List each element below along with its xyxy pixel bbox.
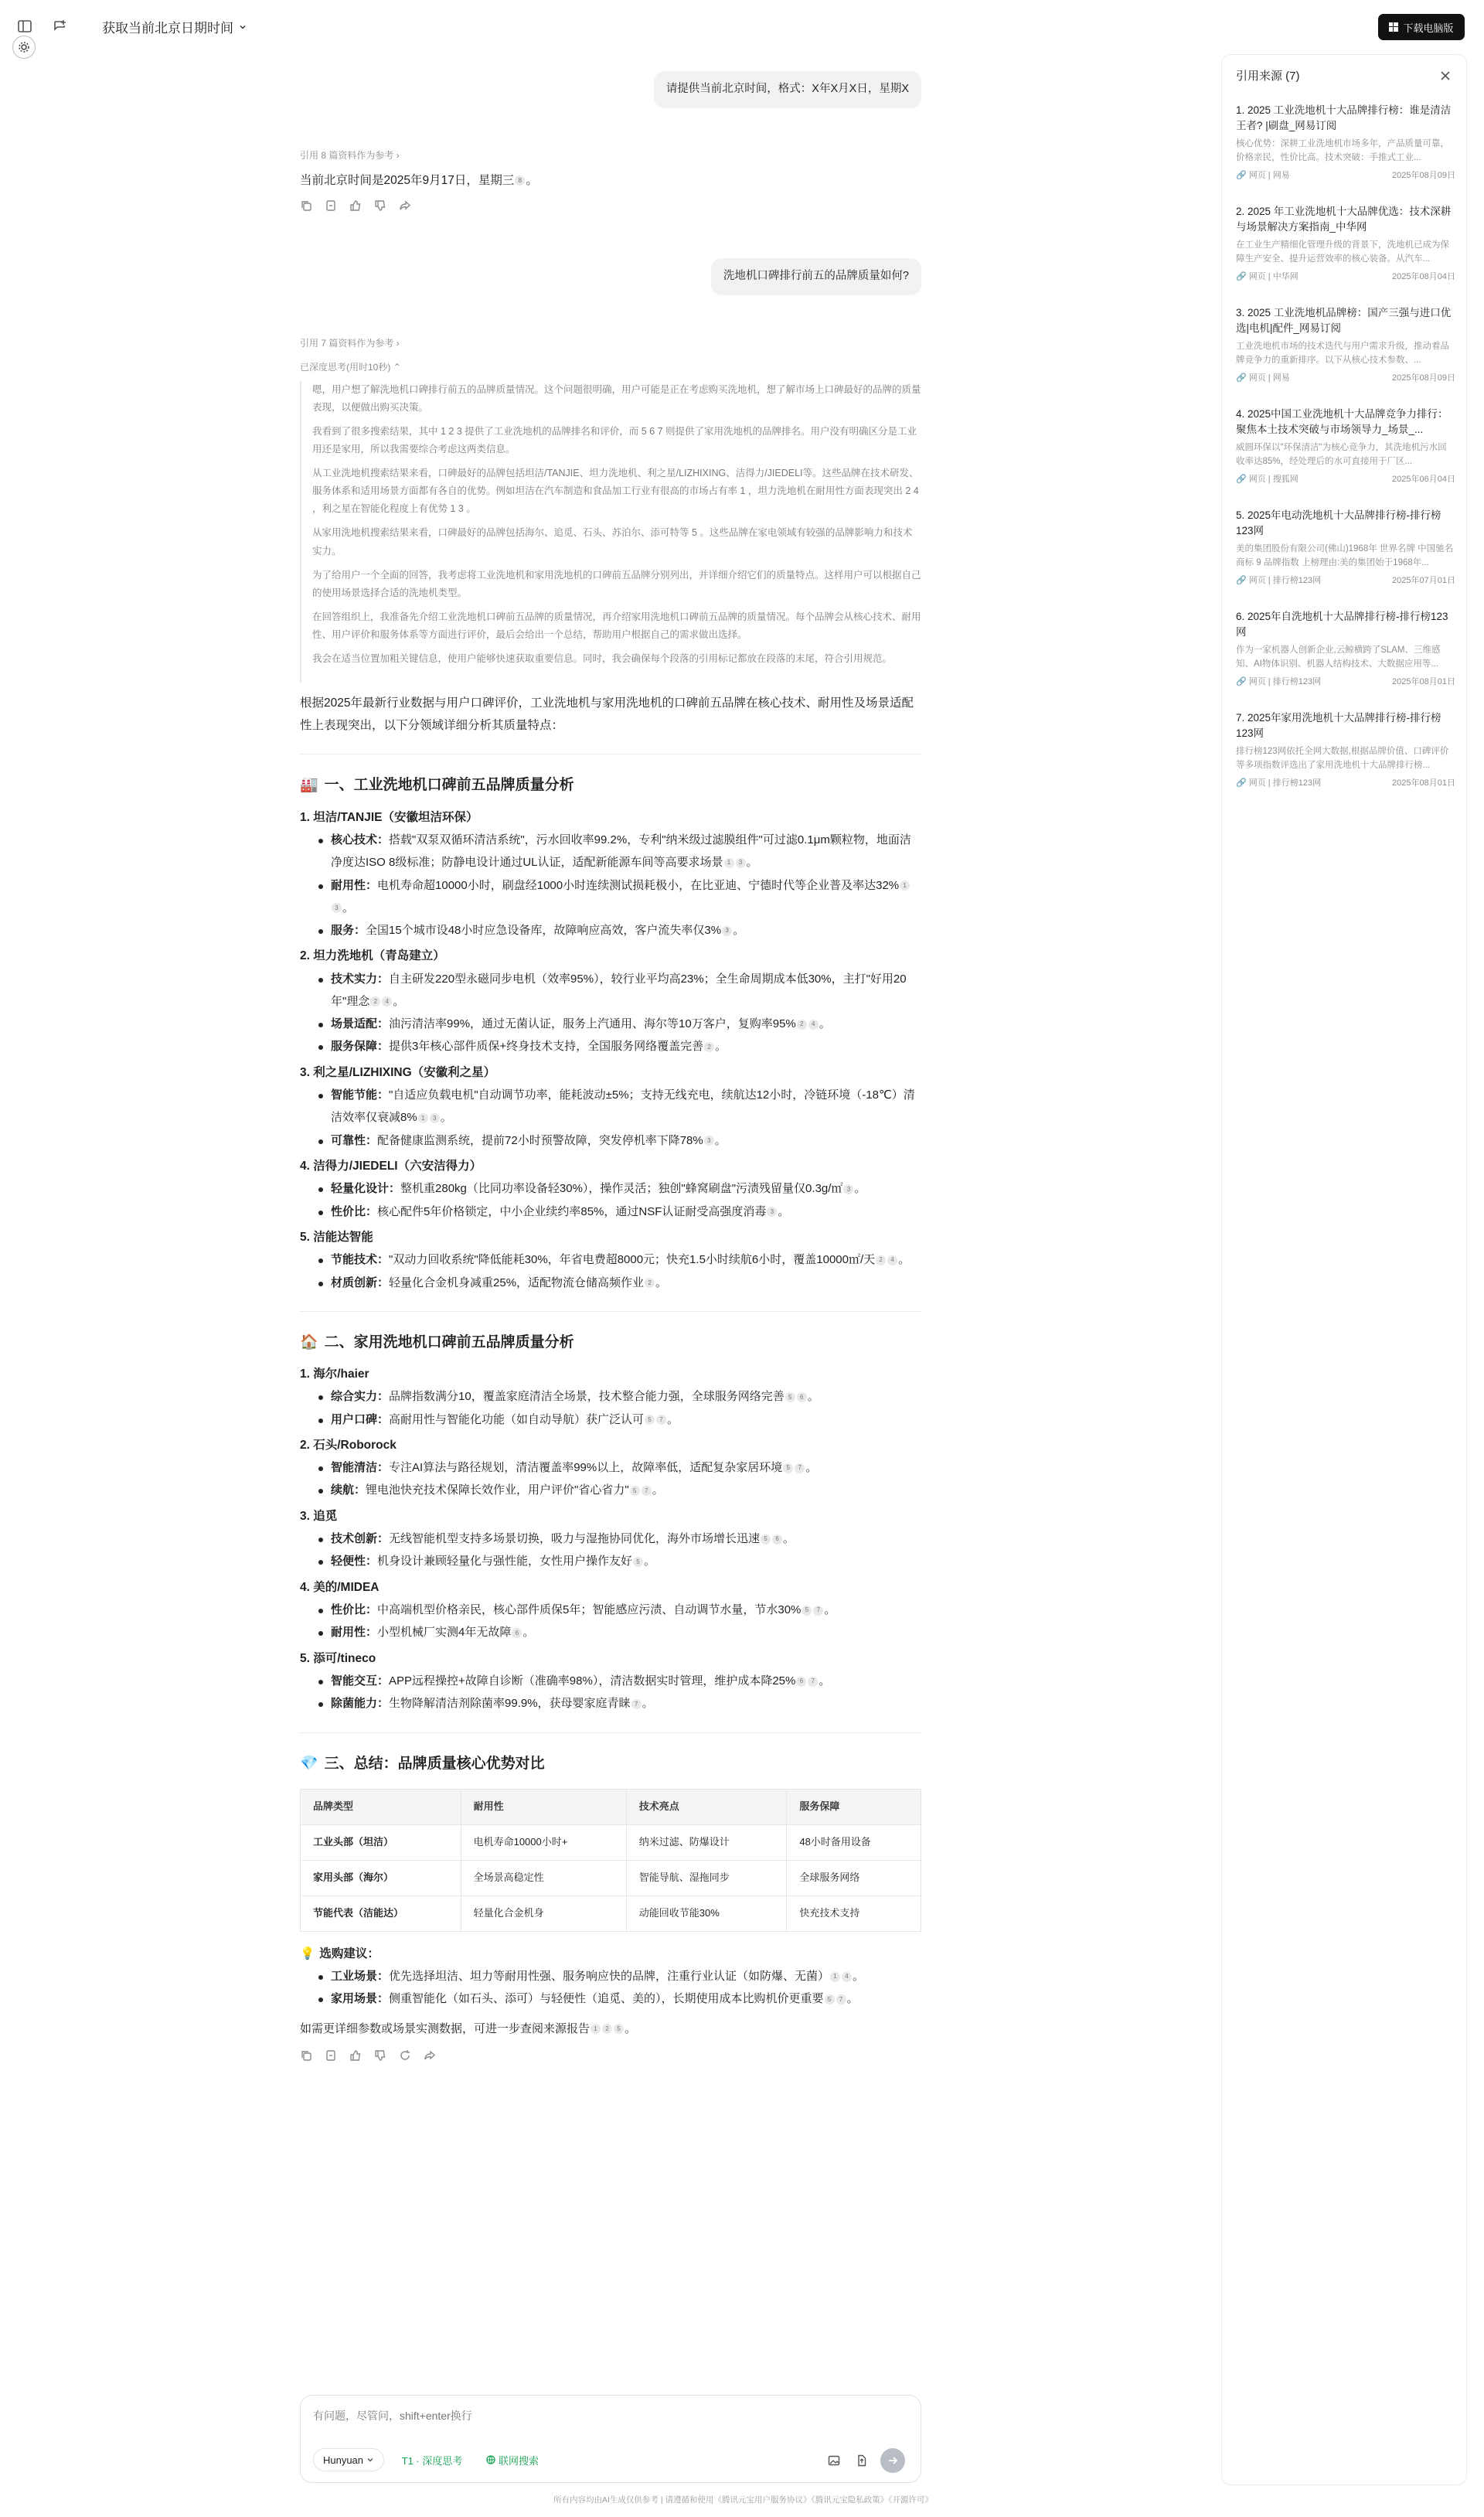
item-key: 耐用性： [331,1626,378,1640]
list-item: 场景适配：油污清洁率99%，通过无菌认证，服务上汽通用、海尔等10万客户，复购率95% 2 4 。 [300,1013,921,1035]
source-snippet: 作为一家机器人创新企业,云鲸横跨了SLAM、三维感知、AI物体识别、机器人结构技术、大数据应用等... [1236,645,1441,669]
table-cell: 轻量化合金机身 [461,1895,626,1931]
source-date: 2025年08月01日 [1392,677,1455,686]
model-selector[interactable] [313,2448,384,2471]
item-value: 搭载"双泵双循环清洁系统"，污水回收率99.2%，专利"纳米级过滤膜组件"可过滤0.1μm颗粒物，地面洁净度达ISO 8级标准；防静电设计通过UL认证，适配新能源车间等高要求场景 [331,833,911,870]
copy-icon[interactable] [300,199,312,212]
brand-heading: 4. 美的/MIDEA [300,1580,380,1594]
citation-badge[interactable]: 5 [630,1486,640,1496]
house-icon: 🏠 [300,1333,318,1350]
item-value: 侧重智能化（如石头、添可）与轻便性（追觅、美的），长期使用成本比购机价更重要 [389,1992,824,2006]
source-origin: 🔗 网页 | 排行榜123网 [1236,778,1322,788]
citation-badge[interactable]: 6 [772,1534,782,1545]
citation-badge[interactable]: 5 [785,1392,795,1402]
citation-badge[interactable]: 3 [843,1184,853,1194]
regenerate-icon[interactable] [399,2049,411,2062]
source-title[interactable]: 1. 2025 工业洗地机十大品牌排行榜：谁是清洁王者? |刷盘_网易订阅 [1236,104,1452,132]
citation-badge[interactable]: 7 [642,1486,652,1496]
list-item: 节能技术："双动力回收系统"降低能耗30%，年省电费超8000元；快充1.5小时续航6小时，覆盖10000㎡/天 2 4 。 [300,1248,921,1271]
list-item: 耐用性：电机寿命超10000小时，刷盘经1000小时连续测试损耗极小，在比亚迪、宁德时代等企业普及率达32% 13 。 [300,874,921,920]
thumbs-down-icon[interactable] [374,199,386,212]
brand-heading: 1. 海尔/haier [300,1367,369,1381]
answer-text-content: 当前北京时间是2025年9月17日，星期三 [300,173,515,187]
citation-badge[interactable]: 4 [382,996,392,1006]
item-value: 品牌指数满分10，覆盖家庭清洁全场景，技术整合能力强，全球服务网络完善 [389,1390,785,1404]
item-key: 综合实力： [331,1390,390,1404]
citation-badge[interactable]: 2 [602,2024,612,2034]
item-key: 续航： [331,1483,366,1497]
item-value: 机身设计兼顾轻量化与强性能，女性用户操作友好 [377,1555,633,1568]
citation-badge[interactable]: 3 [332,903,342,913]
advice-heading [300,1943,921,1965]
lightbulb-icon: 💡 [300,1947,315,1960]
list-item: 续航：锂电池快充技术保障长效作业，用户评价"省心省力" 5 7 。 [300,1479,921,1501]
list-item: 可靠性：配备健康监测系统，提前72小时预警故障，突发停机率下降78% 3 。 [300,1129,921,1152]
item-key: 服务： [331,924,366,937]
citation-badge[interactable]: 1 [900,880,910,891]
table-cell: 电机寿命10000小时+ [461,1824,626,1860]
divider [300,1311,921,1312]
settings-icon[interactable] [12,36,36,59]
answer-text: 当前北京时间是2025年9月17日，星期三 8 。 [300,173,538,187]
citation-badge[interactable]: 5 [614,2024,624,2034]
item-key: 技术创新： [331,1532,390,1546]
source-title[interactable]: 5. 2025年电动洗地机十大品牌排行榜-排行榜123网 [1236,509,1441,537]
list-item: 工业场景：优先选择坦洁、坦力等耐用性强、服务响应快的品牌，注重行业认证（如防爆、无菌） 1 4 。 [300,1965,921,1987]
citation-badge[interactable]: 1 [724,858,734,868]
item-value: 自主研发220型永磁同步电机（效率95%），较行业平均高23%；全生命周期成本低30%，主打"好用20年"理念 [331,972,907,1008]
list-item: 综合实力：品牌指数满分10，覆盖家庭清洁全场景，技术整合能力强，全球服务网络完善 5 6 。 [300,1385,921,1408]
source-meta [1236,270,1455,282]
item-key: 家用场景： [331,1992,390,2006]
assistant-message-1 [300,147,921,212]
citation-badge[interactable]: 4 [887,1255,897,1265]
citation-badge[interactable]: 6 [512,1628,522,1638]
item-value: 核心配件5年价格锁定，中小企业续约率85%，通过NSF认证耐受高强度消毒 [377,1204,767,1218]
citation-badge[interactable]: 5 [825,1994,835,2004]
section-1-title: 一、工业洗地机口碑前五品牌质量分析 [324,777,574,794]
copy-icon[interactable] [300,2049,312,2062]
brand-heading: 5. 添可/tineco [300,1651,376,1665]
section-3-title: 三、总结：品牌质量核心优势对比 [324,1755,545,1772]
source-origin: 🔗 网页 | 排行榜123网 [1236,576,1322,585]
user-message-2: 洗地机口碑排行前五的品牌质量如何? [711,258,921,295]
model-label: Hunyuan [322,2454,364,2466]
item-value: 小型机械厂实测4年无故障 [377,1626,512,1640]
source-snippet: 威圆环保以"环保清洁"为核心竞争力，其洗地机污水回收率达85%，经处理后的水可直接用于厂区... [1236,443,1447,467]
citation-badge[interactable]: 5 [645,1415,655,1425]
source-title[interactable]: 6. 2025年自洗地机十大品牌排行榜-排行榜123网 [1236,611,1448,639]
closing-citations [590,2022,625,2035]
message-actions [300,199,921,212]
image-upload-icon[interactable] [828,2454,840,2467]
citation-badge[interactable]: 5 [783,1463,793,1473]
user-message-1-row [300,71,921,102]
reference-count-text: 引用 7 篇资料作为参考 [300,338,394,349]
source-origin: 🔗 网页 | 中华网 [1236,272,1298,281]
chat-title-text: 获取当前北京日期时间 [102,21,233,36]
brand-heading: 1. 坦洁/TANJIE（安徽坦洁环保） [300,810,478,824]
item-key: 可靠性： [331,1133,378,1147]
citation-badge[interactable]: 5 [802,1606,812,1616]
windows-icon [1389,22,1398,32]
user-message-1: 请提供当前北京时间，格式：X年X月X日，星期X [654,71,921,108]
citation-badge[interactable]: 6 [796,1677,806,1687]
item-key: 技术实力： [331,972,390,986]
table-row [301,1860,921,1895]
list-item: 智能清洁：专注AI算法与路径规划，清洁覆盖率99%以上，故障率低，适配复杂家居环境 5 7 。 [300,1456,921,1479]
citation-badge[interactable]: 2 [876,1255,886,1265]
item-value: 配备健康监测系统，提前72小时预警故障，突发停机率下降78% [377,1133,703,1147]
table-cell: 家用头部（海尔） [301,1860,461,1895]
item-value: 提供3年核心部件质保+终身技术支持，全国服务网络覆盖完善 [389,1040,704,1054]
item-value: 整机重280kg（比同功率设备轻30%），操作灵活；独创"蜂窝刷盘"污渍残留量仅0.3g/㎡ [400,1182,843,1196]
comparison-table [300,1789,921,1932]
source-item[interactable] [1236,103,1455,181]
send-icon [887,2455,898,2466]
section-2-heading [300,1329,921,1357]
list-item: 智能节能："自适应负载电机"自动调节功率，能耗波动±5%；支持无线充电，续航达12小时，冷链环境（-18℃）清洁效率仅衰减8% 1 3 。 [300,1084,921,1129]
section-3-heading [300,1750,921,1778]
web-search-text: 联网搜索 [498,2454,539,2467]
list-item: 技术实力：自主研发220型永磁同步电机（效率95%），较行业平均高23%；全生命周期成本低30%，主打"好用20年"理念 2 4 。 [300,968,921,1013]
item-key: 用户口碑： [331,1412,390,1426]
table-cell: 48小时备用设备 [787,1824,921,1860]
table-cell: 节能代表（洁能达） [301,1895,461,1931]
brand-heading: 5. 洁能达智能 [300,1230,373,1244]
citation-badge[interactable]: 4 [842,1972,852,1982]
item-value: 锂电池快充技术保障长效作业，用户评价"省心省力" [366,1483,629,1497]
list-item: 除菌能力：生物降解清洁剂除菌率99.9%，获母婴家庭青睐 7 。 [300,1692,921,1715]
send-button[interactable] [880,2448,905,2473]
table-cell: 动能回收节能30% [626,1895,787,1931]
list-item: 性价比：中高端机型价格亲民，核心部件质保5年；智能感应污渍、自动调节水量，节水30% 5 7 。 [300,1599,921,1621]
item-value: 专注AI算法与路径规划，清洁覆盖率99%以上，故障率低，适配复杂家居环境 [389,1461,783,1475]
thinking-paragraph: 嗯，用户想了解洗地机口碑排行前五的品牌质量情况。这个问题很明确，用户可能是正在考虑购买洗地机，想了解市场上口碑最好的品牌的质量表现，以便做出购买决策。 [312,383,921,413]
bookmark-icon[interactable] [325,199,337,212]
deep-think-text: T1 · 深度思考 [401,2454,463,2467]
reference-count[interactable]: 引用 7 篇资料作为参考 › [300,338,400,349]
item-key: 性价比： [331,1204,378,1218]
bookmark-icon[interactable] [325,2049,337,2062]
source-snippet: 工业洗地机市场的技术迭代与用户需求升级，推动着品牌竞争力的重新排序。以下从核心技术参数、... [1236,342,1449,366]
download-app-button[interactable] [1378,14,1465,40]
list-item: 核心技术：搭载"双泵双循环清洁系统"，污水回收率99.2%，专利"纳米级过滤膜组件"可过滤0.1μm颗粒物，地面洁净度达ISO 8级标准；防静电设计通过UL认证，适配新能源车间等高要求场景 1 3 。 [300,829,921,874]
source-origin: 🔗 网页 | 网易 [1236,171,1290,180]
table-header: 技术亮点 [626,1789,787,1824]
source-snippet: 排行榜123网依托全网大数据,根据品牌价值、口碑评价等多项指数评选出了家用洗地机十大品牌排行榜... [1236,747,1449,771]
brand-heading: 4. 洁得力/JIEDELI（六安洁得力） [300,1159,482,1173]
citation-badge[interactable]: 1 [591,2024,601,2034]
item-value: 优先选择坦洁、坦力等耐用性强、服务响应快的品牌，注重行业认证（如防爆、无菌） [389,1970,830,1984]
section-2-body [300,1363,921,1715]
thinking-paragraph: 在回答组织上，我准备先介绍工业洗地机口碑前五品牌的质量情况，再介绍家用洗地机口碑前五品牌的质量情况。每个品牌会从核心技术、耐用性、用户评价和服务体系等方面进行评价，最后会给出一个总结，帮助用户根据自己的需求做出选择。 [312,611,921,641]
citation-badge[interactable]: 8 [515,175,525,186]
item-value: APP远程操控+故障自诊断（准确率98%），清洁数据实时管理，维护成本降25% [389,1674,796,1688]
section-1-heading [300,771,921,799]
web-search-toggle[interactable] [477,2448,548,2471]
source-meta [1236,776,1455,788]
closing-text: 如需更详细参数或场景实测数据，可进一步查阅来源报告 1 2 5 。 [300,2021,637,2035]
close-icon[interactable] [1440,70,1451,81]
item-key: 性价比： [331,1603,378,1617]
source-meta [1236,169,1455,181]
brand-heading: 3. 利之星/LIZHIXING（安徽利之星） [300,1065,496,1079]
chevron-down-icon [366,2456,374,2464]
list-item: 智能交互：APP远程操控+故障自诊断（准确率98%），清洁数据实时管理，维护成本降25% 6 7 。 [300,1670,921,1692]
source-origin: 🔗 网页 | 网易 [1236,373,1290,383]
citation-badge[interactable]: 2 [645,1278,655,1288]
citation-badge[interactable]: 3 [767,1207,777,1217]
item-value: 全国15个城市设48小时应急设备库，故障响应高效，客户流失率仅3% [366,924,722,937]
source-origin: 🔗 网页 | 排行榜123网 [1236,677,1322,686]
citation-badge[interactable]: 5 [633,1557,643,1567]
source-snippet: 核心优势：深耕工业洗地机市场多年，产品质量可靠，价格亲民，性价比高。技术突破：手推式工业... [1236,139,1449,163]
thumbs-down-icon[interactable] [374,2049,386,2062]
source-meta [1236,574,1455,586]
chat-title[interactable] [102,17,247,36]
item-key: 工业场景： [331,1970,390,1984]
source-meta [1236,675,1455,687]
source-date: 2025年07月01日 [1392,576,1455,585]
table-row [301,1824,921,1860]
citation-badge[interactable]: 7 [656,1415,666,1425]
item-value: 电机寿命超10000小时，刷盘经1000小时连续测试损耗极小，在比亚迪、宁德时代等企业普及率达32% [377,878,900,892]
citation-badge[interactable]: 2 [704,1042,714,1052]
citation-badge[interactable]: 7 [808,1677,818,1687]
deep-think-toggle[interactable]: 已深度思考(用时10秒) ⌃ [300,361,401,373]
list-item: 轻量化设计：整机重280kg（比同功率设备轻30%），操作灵活；独创"蜂窝刷盘"污渍残留量仅0.3g/㎡ 3 。 [300,1177,921,1200]
source-title[interactable]: 2. 2025 年工业洗地机十大品牌优选：技术深耕与场景解决方案指南_中华网 [1236,206,1452,233]
closing-content: 如需更详细参数或场景实测数据，可进一步查阅来源报告 [300,2021,591,2035]
list-item: 服务保障：提供3年核心部件质保+终身技术支持，全国服务网络覆盖完善 2 。 [300,1035,921,1058]
list-item: 性价比：核心配件5年价格锁定，中小企业续约率85%，通过NSF认证耐受高强度消毒 3 。 [300,1201,921,1223]
footer-disclaimer: 所有内容均由AI生成仅供参考 | 请遵循和使用《腾讯元宝用户服务协议》《腾讯元宝隐私政策》《开源许可》 [553,2495,933,2505]
item-value: 油污清洁率99%，通过无菌认证，服务上汽通用、海尔等10万客户，复购率95% [389,1017,796,1031]
table-cell: 快充技术支持 [787,1895,921,1931]
citation-badge[interactable]: 7 [795,1463,805,1473]
table-header: 服务保障 [787,1789,921,1824]
sources-panel [1221,54,1467,2485]
citation-badge[interactable]: 2 [797,1020,807,1030]
globe-icon [486,2455,495,2464]
source-item[interactable] [1236,407,1455,485]
item-key: 材质创新： [331,1276,390,1289]
deep-think-label: 已深度思考(用时10秒) [300,361,391,373]
source-item[interactable] [1236,508,1455,586]
citation-badge[interactable]: 4 [808,1020,819,1030]
table-cell: 纳米过滤、防爆设计 [626,1824,787,1860]
advice-title: 选购建议： [319,1947,380,1960]
brand-heading: 3. 追觅 [300,1509,338,1523]
source-item[interactable] [1236,609,1455,687]
citation-badge[interactable]: 3 [704,1136,714,1146]
item-value: 高耐用性与智能化功能（如自动导航）获广泛认可 [389,1412,645,1426]
table-cell: 智能导航、湿拖同步 [626,1860,787,1895]
source-title[interactable]: 3. 2025 工业洗地机品牌榜：国产三强与进口优选|电机|配件_网易订阅 [1236,307,1452,335]
source-date: 2025年08月09日 [1392,171,1455,180]
gem-icon: 💎 [300,1755,318,1772]
source-date: 2025年08月04日 [1392,272,1455,281]
source-meta [1236,371,1455,383]
source-snippet: 在工业生产精细化管理升级的背景下，洗地机已成为保障生产安全、提升运营效率的核心装备。从汽车... [1236,240,1449,264]
item-key: 轻便性： [331,1555,378,1568]
thumbs-up-icon[interactable] [349,199,362,212]
top-bar [0,0,1454,54]
advice-list [300,1965,921,2011]
item-value: 轻量化合金机身减重25%，适配物流仓储高频作业 [389,1276,645,1289]
table-cell: 全场景高稳定性 [461,1860,626,1895]
source-title[interactable]: 4. 2025中国工业洗地机十大品牌竞争力排行：聚焦本土技术突破与市场领导力_场景_... [1236,408,1448,436]
intro-paragraph: 根据2025年最新行业数据与用户口碑评价，工业洗地机与家用洗地机的口碑前五品牌在核心技术、耐用性及场景适配性上表现突出，以下分领域详细分析其质量特点： [300,696,914,733]
source-date: 2025年08月09日 [1392,373,1455,383]
table-cell: 工业头部（坦洁） [301,1824,461,1860]
message-actions [300,2049,921,2062]
item-key: 节能技术： [331,1253,390,1267]
item-value: 无线智能机型支持多场景切换，吸力与湿拖协同优化，海外市场增长迅速 [389,1532,761,1546]
item-key: 轻量化设计： [331,1182,401,1196]
list-item: 材质创新：轻量化合金机身减重25%，适配物流仓储高频作业 2 。 [300,1272,921,1294]
citation-badge[interactable]: 7 [813,1606,823,1616]
item-key: 智能清洁： [331,1461,390,1475]
source-origin: 🔗 网页 | 搜狐网 [1236,475,1298,484]
citation-badge[interactable]: 7 [631,1699,642,1709]
section-2-title: 二、家用洗地机口碑前五品牌质量分析 [324,1333,574,1350]
item-value: "自适应负载电机"自动调节功率，能耗波动±5%；支持无线充电，续航达12小时，冷链环境（-18℃）清洁效率仅衰减8% [331,1088,915,1125]
citation-badge[interactable]: 7 [836,1994,846,2004]
item-value: 生物降解清洁剂除菌率99.9%，获母婴家庭青睐 [389,1697,631,1711]
list-item: 技术创新：无线智能机型支持多场景切换，吸力与湿拖协同优化，海外市场增长迅速 5 6 。 [300,1528,921,1550]
source-item[interactable] [1236,204,1455,282]
assistant-message-2 [300,335,921,2062]
list-item: 耐用性：小型机械厂实测4年无故障 6 。 [300,1621,921,1643]
table-header: 耐用性 [461,1789,626,1824]
citation-badge[interactable]: 1 [418,1113,428,1123]
source-item[interactable] [1236,710,1455,788]
source-title[interactable]: 7. 2025年家用洗地机十大品牌排行榜-排行榜123网 [1236,712,1441,740]
citation-badge[interactable]: 5 [761,1534,771,1545]
source-snippet: 美的集团股份有限公司(佛山)1968年 世界名牌 中国驰名商标 9 品牌指数 上榜理由:美的集团始于1968年... [1236,544,1454,568]
list-item: 服务：全国15个城市设48小时应急设备库，故障响应高效，客户流失率仅3% 3 。 [300,919,921,942]
thinking-paragraph: 我会在适当位置加粗关键信息，使用户能够快速获取重要信息。同时，我会确保每个段落的引用标记都放在段落的末尾，符合引用规范。 [312,653,893,665]
item-key: 服务保障： [331,1040,390,1054]
item-key: 核心技术： [331,833,390,846]
thinking-paragraph: 从家用洗地机搜索结果来看，口碑最好的品牌包括海尔、追觅、石头、苏泊尔、添可特等 5 。这些品牌在家电领域有较强的品牌影响力和技术实力。 [312,527,913,557]
download-app-label: 下载电脑版 [1403,22,1454,34]
table-cell: 全球服务网络 [787,1860,921,1895]
chat-input[interactable] [313,2406,900,2425]
new-chat-icon[interactable] [48,14,73,39]
source-item[interactable] [1236,305,1455,383]
reference-count[interactable]: 引用 8 篇资料作为参考 › [300,150,400,161]
list-item: 用户口碑：高耐用性与智能化功能（如自动导航）获广泛认可 5 7 。 [300,1408,921,1431]
thinking-paragraph: 从工业洗地机搜索结果来看，口碑最好的品牌包括坦洁/TANJIE、坦力洗地机、利之星/LIZHIXING、洁得力/JIEDELI等。这些品牌在技术研发、服务体系和适用场景方面都有各自的优势。例如坦洁在汽车制造和食品加工行业有很高的市场占有率 1 ，坦力洗地机在耐用性方面表现突出 2 4 ，利之星在智能化程度上有优势 1 3 。 [312,468,919,515]
brand-heading: 2. 坦力洗地机（青岛建立） [300,949,445,963]
item-key: 耐用性： [331,878,378,892]
citation-badge[interactable]: 3 [722,926,732,936]
share-icon[interactable] [424,2049,436,2062]
list-item: 家用场景：侧重智能化（如石头、添可）与轻便性（追觅、美的），长期使用成本比购机价更重要 5 7 。 [300,1987,921,2010]
thinking-paragraph: 我看到了很多搜索结果，其中 1 2 3 提供了工业洗地机的品牌排名和评价，而 5 6 7 则提供了家用洗地机的品牌排名。用户没有明确区分是工业用还是家用，所以我需要综合考虑这两类信息。 [312,425,917,455]
brand-heading: 2. 石头/Roborock [300,1438,397,1452]
deep-think-toggle[interactable] [393,2448,471,2471]
item-value: "双动力回收系统"降低能耗30%，年省电费超8000元；快充1.5小时续航6小时，覆盖10000㎡/天 [389,1253,876,1267]
item-key: 除菌能力： [331,1697,390,1711]
source-date: 2025年08月01日 [1392,778,1455,788]
sources-title: 引用来源 (7) [1236,70,1300,83]
chat-input-box [300,2395,921,2483]
list-item: 轻便性：机身设计兼顾轻量化与强性能，女性用户操作友好 5 。 [300,1550,921,1572]
citation-badge[interactable]: 3 [736,858,746,868]
citation-badge[interactable]: 1 [830,1972,840,1982]
factory-icon: 🏭 [300,777,318,794]
source-date: 2025年06月04日 [1392,475,1455,484]
item-value: 中高端机型价格亲民，核心部件质保5年；智能感应污渍、自动调节水量，节水30% [377,1603,802,1617]
citation-badge[interactable]: 6 [797,1392,807,1402]
item-key: 智能节能： [331,1088,390,1102]
chevron-down-icon [238,22,247,32]
item-key: 智能交互： [331,1674,390,1688]
source-meta [1236,472,1455,485]
attach-file-icon[interactable] [856,2454,868,2467]
thinking-paragraph: 为了给用户一个全面的回答，我考虑将工业洗地机和家用洗地机的口碑前五品牌分别列出，并详细介绍它们的质量特点。这样用户可以根据自己的使用场景选择合适的洗地机类型。 [312,569,921,598]
table-header: 品牌类型 [301,1789,461,1824]
reference-count-text: 引用 8 篇资料作为参考 [300,150,394,161]
thumbs-up-icon[interactable] [349,2049,362,2062]
thinking-content [300,381,921,683]
share-icon[interactable] [399,199,411,212]
section-1-body [300,806,921,1294]
divider [300,1732,921,1733]
table-row [301,1895,921,1931]
citation-badge[interactable]: 2 [370,996,380,1006]
table-header-row [301,1789,921,1824]
citation-badge[interactable]: 3 [430,1113,440,1123]
user-message-2-row [300,258,921,289]
item-key: 场景适配： [331,1017,390,1031]
